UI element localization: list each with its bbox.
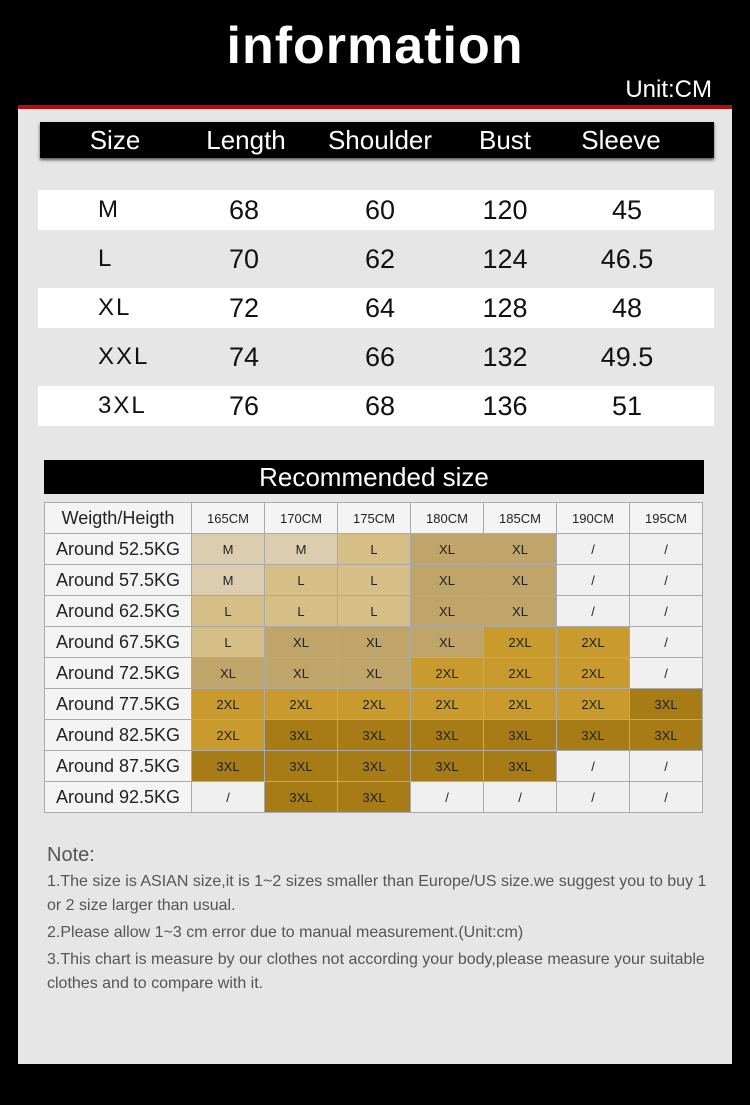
size-recommendation-cell: 2XL (484, 627, 557, 658)
size-row-m (38, 190, 714, 230)
size-recommendation-cell: / (411, 782, 484, 813)
weight-label: Around 92.5KG (45, 782, 192, 813)
bust-cell: 132 (482, 342, 528, 372)
sleeve-cell: 45 (611, 195, 643, 225)
shoulder-cell: 62 (364, 244, 396, 274)
size-cell: XXL (98, 343, 150, 370)
grid-row (45, 534, 703, 565)
size-recommendation-cell: 3XL (338, 782, 411, 813)
size-recommendation-cell: 3XL (630, 689, 703, 720)
size-recommendation-cell: 3XL (338, 720, 411, 751)
size-recommendation-cell: 2XL (557, 689, 630, 720)
size-recommendation-cell: L (265, 596, 338, 627)
length-cell: 68 (228, 195, 260, 225)
size-recommendation-cell: XL (411, 565, 484, 596)
bust-cell: 128 (482, 293, 528, 323)
height-header: 170CM (265, 503, 338, 534)
size-recommendation-cell: L (192, 596, 265, 627)
size-recommendation-cell: XL (484, 596, 557, 627)
grid-row (45, 720, 703, 751)
recommended-size-header: Recommended size (44, 460, 704, 494)
size-recommendation-cell: / (630, 627, 703, 658)
size-recommendation-cell: 2XL (484, 658, 557, 689)
size-cell: M (98, 196, 120, 223)
shoulder-cell: 60 (364, 195, 396, 225)
note-item: 3.This chart is measure by our clothes not according your body,please measure your suitable clothes and to compare with it. (47, 951, 705, 992)
shoulder-cell: 68 (364, 391, 396, 421)
note-item: 1.The size is ASIAN size,it is 1~2 sizes smaller than Europe/US size.we suggest you to buy 1 or 2 size larger than usual. (47, 873, 707, 914)
size-recommendation-cell: 2XL (338, 689, 411, 720)
bust-cell: 124 (482, 244, 528, 274)
grid-row (45, 627, 703, 658)
length-cell: 72 (228, 293, 260, 323)
length-cell: 74 (228, 342, 260, 372)
notes-title: Note: (47, 844, 95, 866)
size-recommendation-cell: 3XL (265, 782, 338, 813)
size-recommendation-cell: XL (484, 565, 557, 596)
grid-row (45, 782, 703, 813)
size-recommendation-cell: 3XL (192, 751, 265, 782)
size-recommendation-cell: 3XL (411, 751, 484, 782)
size-recommendation-cell: 3XL (265, 720, 338, 751)
size-recommendation-cell: M (192, 565, 265, 596)
size-recommendation-cell: M (265, 534, 338, 565)
height-header: 180CM (411, 503, 484, 534)
length-cell: 76 (228, 391, 260, 421)
grid-row (45, 751, 703, 782)
recommended-size-grid (44, 502, 703, 813)
height-header: 185CM (484, 503, 557, 534)
size-recommendation-cell: 2XL (265, 689, 338, 720)
size-recommendation-cell: 3XL (630, 720, 703, 751)
size-row-xxl (38, 337, 714, 377)
size-recommendation-cell: XL (265, 627, 338, 658)
size-recommendation-cell: XL (411, 534, 484, 565)
size-recommendation-cell: 2XL (192, 720, 265, 751)
size-recommendation-cell: 2XL (557, 627, 630, 658)
sleeve-cell: 51 (611, 391, 643, 421)
size-row-xl (38, 288, 714, 328)
size-recommendation-cell: XL (192, 658, 265, 689)
size-recommendation-cell: 3XL (484, 751, 557, 782)
height-header: 165CM (192, 503, 265, 534)
size-recommendation-cell: 2XL (411, 689, 484, 720)
size-recommendation-cell: / (557, 782, 630, 813)
size-recommendation-cell: 2XL (557, 658, 630, 689)
size-recommendation-cell: L (265, 565, 338, 596)
grid-row (45, 596, 703, 627)
grid-row (45, 565, 703, 596)
size-recommendation-cell: M (192, 534, 265, 565)
size-recommendation-cell: / (630, 596, 703, 627)
size-recommendation-cell: 3XL (265, 751, 338, 782)
size-recommendation-cell: / (557, 596, 630, 627)
height-header: 175CM (338, 503, 411, 534)
size-recommendation-cell: L (192, 627, 265, 658)
size-recommendation-cell: / (630, 751, 703, 782)
notes-section (47, 844, 707, 996)
size-cell: XL (98, 294, 132, 321)
size-recommendation-cell: L (338, 565, 411, 596)
size-recommendation-cell: L (338, 596, 411, 627)
size-row-l (38, 239, 714, 279)
size-recommendation-cell: XL (411, 627, 484, 658)
grid-corner-label: Weigth/Heigth (45, 503, 192, 534)
bust-cell: 120 (482, 195, 528, 225)
grid-row (45, 689, 703, 720)
size-recommendation-cell: / (630, 782, 703, 813)
size-recommendation-cell: 3XL (338, 751, 411, 782)
size-recommendation-cell: XL (265, 658, 338, 689)
weight-label: Around 67.5KG (45, 627, 192, 658)
size-recommendation-cell: / (557, 751, 630, 782)
header-size: Size (89, 125, 141, 155)
height-header: 195CM (630, 503, 703, 534)
size-recommendation-cell: / (630, 565, 703, 596)
sleeve-cell: 49.5 (600, 342, 654, 372)
sleeve-cell: 48 (611, 293, 643, 323)
unit-label: Unit:CM (625, 76, 712, 103)
size-recommendation-cell: XL (411, 596, 484, 627)
size-recommendation-cell: 2XL (484, 689, 557, 720)
header-sleeve: Sleeve (581, 125, 661, 155)
size-recommendation-cell: 3XL (411, 720, 484, 751)
grid-row (45, 658, 703, 689)
size-cell: L (98, 245, 114, 272)
weight-label: Around 52.5KG (45, 534, 192, 565)
header-shoulder: Shoulder (327, 125, 433, 155)
weight-label: Around 62.5KG (45, 596, 192, 627)
size-recommendation-cell: / (630, 534, 703, 565)
size-recommendation-cell: L (338, 534, 411, 565)
shoulder-cell: 64 (364, 293, 396, 323)
bust-cell: 136 (482, 391, 528, 421)
size-recommendation-cell: 2XL (192, 689, 265, 720)
size-table-header (40, 122, 714, 158)
weight-label: Around 57.5KG (45, 565, 192, 596)
size-recommendation-cell: XL (484, 534, 557, 565)
size-row-3xl (38, 386, 714, 426)
page-title: information (226, 17, 524, 75)
header-bust: Bust (478, 125, 532, 155)
size-recommendation-cell: XL (338, 658, 411, 689)
size-recommendation-cell: XL (338, 627, 411, 658)
grid-header-row (45, 503, 703, 534)
size-cell: 3XL (98, 392, 147, 419)
size-recommendation-cell: / (192, 782, 265, 813)
size-recommendation-cell: 2XL (411, 658, 484, 689)
size-recommendation-cell: / (557, 534, 630, 565)
size-recommendation-cell: 3XL (484, 720, 557, 751)
weight-label: Around 72.5KG (45, 658, 192, 689)
size-recommendation-cell: / (484, 782, 557, 813)
note-item: 2.Please allow 1~3 cm error due to manual measurement.(Unit:cm) (47, 924, 524, 941)
size-recommendation-cell: 3XL (557, 720, 630, 751)
sleeve-cell: 46.5 (600, 244, 654, 274)
weight-label: Around 77.5KG (45, 689, 192, 720)
size-recommendation-cell: / (557, 565, 630, 596)
size-recommendation-cell: / (630, 658, 703, 689)
height-header: 190CM (557, 503, 630, 534)
length-cell: 70 (228, 244, 260, 274)
shoulder-cell: 66 (364, 342, 396, 372)
weight-label: Around 82.5KG (45, 720, 192, 751)
weight-label: Around 87.5KG (45, 751, 192, 782)
header-length: Length (206, 125, 286, 155)
